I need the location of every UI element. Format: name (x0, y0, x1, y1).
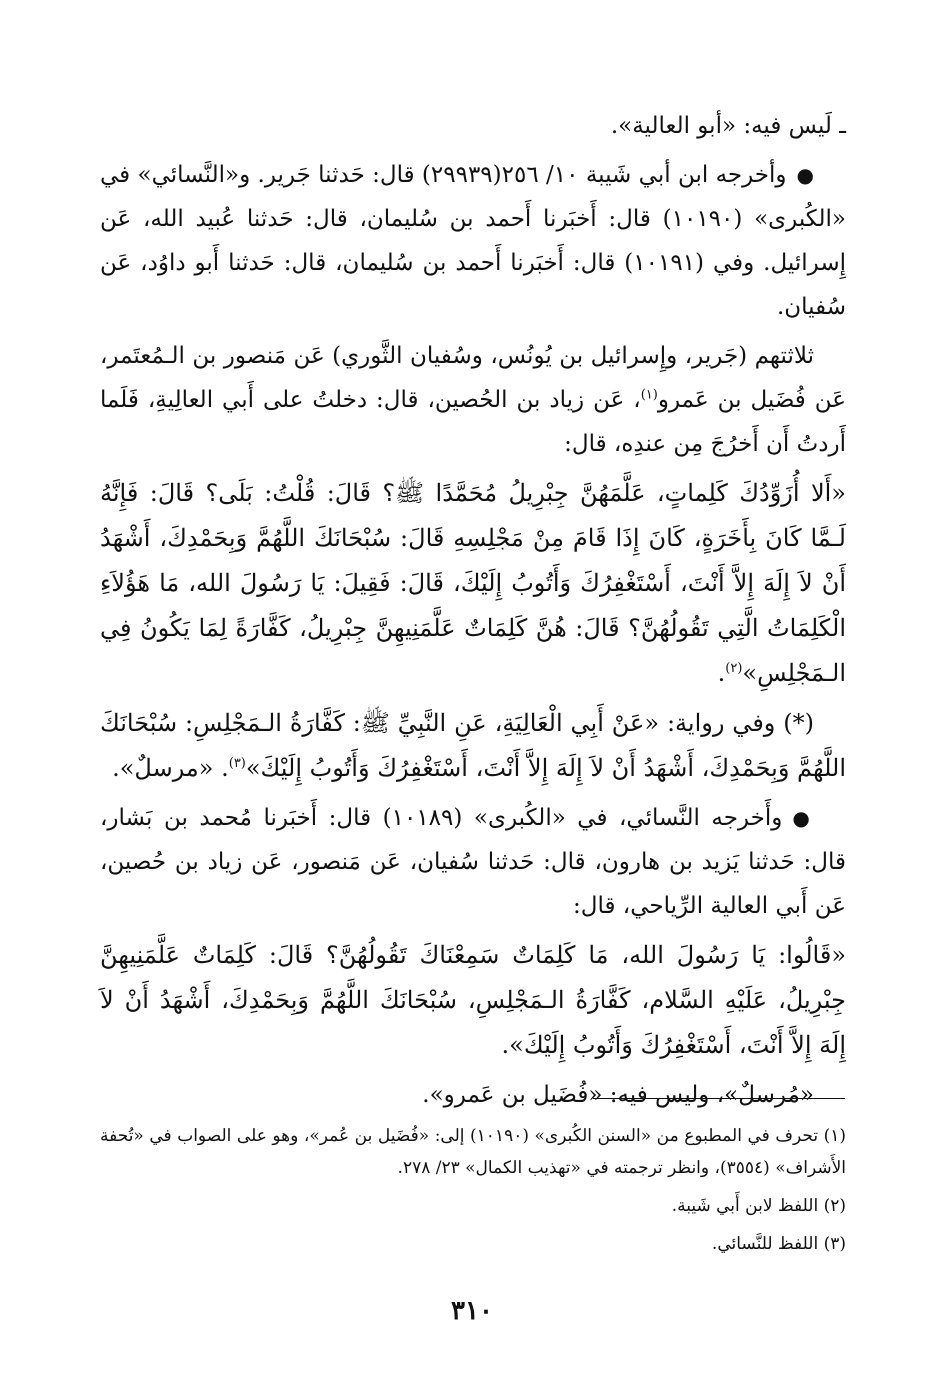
footnote-ref-1[interactable]: (١) (640, 387, 658, 403)
footnote-separator (593, 1098, 845, 1099)
footnote-3: (٣) اللفظ للنَّسائي. (711, 1234, 846, 1254)
footnote-1: (١) تحرف في المطبوع من «السنن الكُبرى» (١٠١٩٠) إلى: «فُضَيل بن عُمر»، وهو على الصواب في «تُحفة الأَشراف» (٣٥٥٤)، وانظر ترجمته في «تهذيب الكمال» ٢٣/ ٢٧٨. (100, 1126, 847, 1178)
footnote-ref-2[interactable]: (٢) (725, 661, 743, 676)
main-text (100, 104, 846, 1117)
paragraph-3: ثلاثتهم (جَرير، وإِسرائيل بن يُونُس، وسُفيان الثَّوري) عَن مَنصور بن الـمُعتَمر، عَن فُضَيل بن عَمرو$^{(١)}$، عَن زياد بن الحُصين، قال: دخلتُ على أَبي العالِيةِ، فَلَما أَردتُ أَن أَخرُجَ مِن عندِه، قال: (100, 343, 846, 457)
hadith-narration-variant: (*) وفي رواية: «عَنْ أَبِي الْعَالِيَةِ، عَنِ النَّبِيِّ ﷺ: كَفَّارَةُ الـمَجْلِسِ: سُبْحَانَكَ اللَّهُمَّ وَبِحَمْدِكَ، أَشْهَدُ أَنْ لاَ إِلَهَ إِلاَّ أَنْتَ، أَسْتَغْفِرُكَ وَأَتُوبُ إِلَيْكَ»$^{(٣)}$. «مرسلٌ». (100, 709, 846, 782)
paragraph-2: ●وأخرجه ابن أبي شَيبة ١٠/ ٢٥٦(٢٩٩٣٩) قال: حَدثنا جَرير. و«النَّسائي» في «الكُبرى» (١٠١٩٠) قال: أَخبَرنا أَحمد بن سُليمان، قال: حَدثنا عُبيد الله، عَن إِسرائيل. وفي (١٠١٩١) قال: أَخبَرنا أَحمد بن سُليمان، قال: حَدثنا أَبو داوُد، عَن سُفيان. (100, 162, 846, 320)
footnotes (100, 1120, 846, 1266)
paragraph-8: «مُرسلٌ»، وليس فيه: «فُضَيل بن عَمرو». (422, 1082, 814, 1108)
hadith-text-1: «أَلا أُزَوِّدُكَ كَلِماتٍ، عَلَّمَهُنَّ جِبْرِيلُ مُحَمَّدًا ﷺ؟ قَالَ: قُلْتُ: بَلَى؟ قَالَ: فَإِنَّهُ لَـمَّا كَانَ بِأَخَرَةٍ، كَانَ إِذَا قَامَ مِنْ مَجْلِسِهِ قَالَ: سُبْحَانَكَ اللَّهُمَّ وَبِحَمْدِكَ، أَشْهَدُ أَنْ لاَ إِلَهَ إِلاَّ أَنْتَ، أَسْتَغْفِرُكَ وَأَتُوبُ إِلَيْكَ، قَالَ: فَقِيلَ: يَا رَسُولَ الله، مَا هَؤُلاَءِ الْكَلِمَاتُ الَّتِي تَقُولُهُنَّ؟ قَالَ: هُنَّ كَلِمَاتٌ عَلَّمَنِيهِنَّ جِبْرِيلُ، كَفَّارَةً لِمَا يَكُونُ فِي الـمَجْلِسِ»$^{(٢)}$. (100, 479, 846, 687)
bullet-icon: ● (796, 163, 814, 187)
bullet-icon: ● (792, 806, 815, 830)
footnote-ref-3[interactable]: (٣) (228, 756, 246, 771)
hadith-text-2: «قَالُوا: يَا رَسُولَ الله، مَا كَلِمَاتٌ سَمِعْنَاكَ تَقُولُهُنَّ؟ قَالَ: كَلِمَاتٌ عَلَّمَنِيهِنَّ جِبْرِيلُ، عَلَيْهِ السَّلام، كَفَّارَةُ الـمَجْلِسِ، سُبْحَانَكَ اللَّهُمَّ وَبِحَمْدِكَ، أَشْهَدُ أَنْ لاَ إِلَهَ إِلاَّ أَنْتَ، أَسْتَغْفِرُكَ وَأَتُوبُ إِلَيْكَ». (100, 941, 846, 1059)
footnote-2: (٢) اللفظ لابن أَبي شَيبة. (671, 1196, 846, 1216)
paragraph-1: ـ لَيس فيه: «أبو العالية». (610, 113, 846, 139)
paragraph-6: ●وأَخرجه النَّسائي، في «الكُبرى» (١٠١٨٩) قال: أَخبَرنا مُحمد بن بَشار، قال: حَدثنا يَزيد بن هارون، قال: حَدثنا سُفيان، عَن مَنصور، عَن زياد بن حُصين، عَن أَبي العالية الرِّياحي، قال: (100, 805, 846, 919)
page-number: ٣١٠ (451, 1296, 493, 1326)
